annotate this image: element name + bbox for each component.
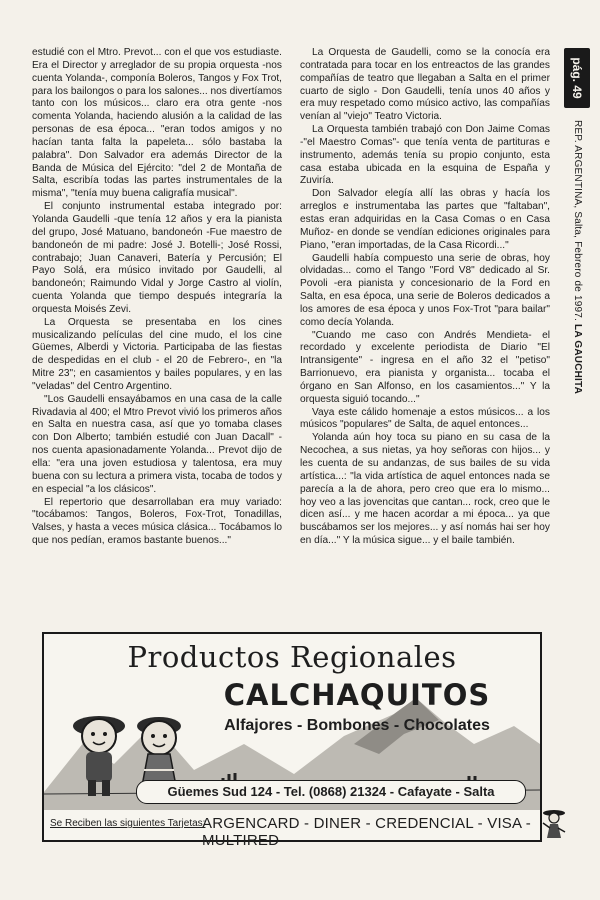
gaucho-mascot-icon [540, 806, 568, 842]
article-paragraph: La Orquesta de Gaudelli, como se la conocía era contratada para tocar en los entreactos de las grandes compañías de teatro que llegaban a Salta en el primer cuarto de siglo - Don Gaudelli, tenía unos 40 años y era muy respetado como músico activo, las compañías venían al "viejo" Teatro Victoria. [300, 47, 550, 123]
article-paragraph: Gaudelli había compuesto una serie de obras, hoy olvidadas... como el Tango "Ford V8" dedicado al Sr. Povoli -era pianista y concesionario de la Ford en Salta, en esa época, una serie de Boleros dedicados a los amores de esa época y unos Fox-Trot "para bailar" como decía Yolanda. [300, 252, 550, 328]
ad-products: Alfajores - Bombones - Chocolates [224, 717, 490, 734]
cards-label: Se Reciben las siguientes Tarjetas: [50, 818, 206, 829]
article-paragraph: estudié con el Mtro. Prevot... con el que vos estudiaste. Era el Director y arreglador de su propia orquesta -nos cuenta Yolanda-, componía Boleros, Tangos y Fox Trot, para los bailongos o para los salones... nos divertíamos tanto con los músicos... claro era otra gente -nos comenta Yolanda, haciendo alusión a la calidad de las personas de esa época... "eran todos amigos y no hacían tanta falta la papeleta... sólo bastaba la palabra". Don Salvador era además Director de la Banda de Música del Ejército: "del 2 de Montaña de Salta, escribía todas las partes instrumentales de la misma", "tenía muy buena caligrafía musical". [32, 47, 282, 200]
dateline: REP. ARGENTINA, Salta, Febrero de 1997. [572, 120, 583, 322]
article-paragraph: "Cuando me caso con Andrés Mendieta- el recordado y excelente periodista de Diario "El Intransigente" - ingresa en el año 32 el "petiso" Barrionuevo, era pianista y organista... tocaba el órgano en San Alfonso, en los casamientos..." Y la orquesta siguió tocando..." [300, 329, 550, 405]
ad-brand-name: CALCHAQUITOS [223, 678, 491, 712]
cards-list: ARGENCARD - DINER - CREDENCIAL - VISA - MULTIRED [202, 815, 531, 849]
article-column-right [300, 47, 550, 548]
article-paragraph: Vaya este cálido homenaje a estos músicos... a los músicos "populares" de Salta, de aquel entonces... [300, 406, 550, 431]
article-paragraph: La Orquesta también trabajó con Don Jaime Comas -"el Maestro Comas"- que tenía venta de partituras e instrumento, además tenía su propio conjunto, esta casa estaba ubicada en la esquina de España y Zuviría. [300, 124, 550, 187]
ad-address: Güemes Sud 124 - Tel. (0868) 21324 - Cafayate - Salta [136, 780, 526, 804]
article-paragraph: La Orquesta se presentaba en los cines musicalizando películas del cine mudo, el los cine Güemes, Alberdi y Victoria. Participaba de las fiestas de despedidas en el club - el 20 de Febrero-, en "la Mitre 23"; en casamientos y bailes populares, y en las "veladas" del Centro Argentino. [32, 316, 282, 392]
article-paragraph: "Los Gaudelli ensayábamos en una casa de la calle Rivadavia al 400; el Mtro Prevot vivió los primeros años en Salta en nuestra casa, así que yo tomaba clases con Don Alberto; también estudié con Juan Dacall" -nos cuenta apasionadamente Yolanda... Prevot dijo de ella: "era una joven estudiosa y talentosa, era muy buena con su lectura a primera vista, tocaba de todos y en especial "a los clásicos". [32, 393, 282, 495]
article-paragraph: Yolanda aún hoy toca su piano en su casa de la Necochea, a sus nietas, ya hoy señoras con hijos... y les cuenta de su andanzas, de sus bailes de su vida artística...: "la vida artística de aquel entonces nada se parecía a la de ahora, pero creo que era lo mismo... hoy veo a las jovencitas que cantan... rock, creo que le dicen así... y me hacen acordar a mi época... ya que buscábamos ser los mejores... y así nomás hai ser hoy en día..." Y la música sigue... y el baile también. [300, 432, 550, 547]
cards-strip [42, 810, 542, 849]
article-paragraph: Don Salvador elegía allí las obras y hacía los arreglos e instrumentaba las partes que "faltaban", estas eran adquiridas en la Casa Comas o en Casa Muñoz- en donde se vendían ediciones originales para Piano, "eran importadas, de la Casa Ricordi..." [300, 188, 550, 251]
article-column-left [32, 47, 282, 548]
article-paragraph: El repertorio que desarrollaban era muy variado: "tocábamos: Tangos, Boleros, Fox-Trot, Tonadillas, Valses, y hasta a veces música clásica... Tocábamos lo que nos pedían, eramos bastante buenos..." [32, 496, 282, 547]
ad-title: Productos Regionales [127, 640, 457, 674]
advertisement [42, 632, 542, 812]
side-header [562, 48, 592, 428]
publication-name: LA GAUCHITA [572, 324, 583, 394]
page-number: pág. 49 [570, 57, 584, 99]
page-number-tab [564, 48, 590, 108]
article-paragraph: El conjunto instrumental estaba integrado por: Yolanda Gaudelli -que tenía 12 años y era la pianista del grupo, José Matuano, bandoneón -Fue maestro de bandoneón de mi padre: José J. Botelli-; José Rossi, contrabajo; Juan Canaveri, Batería y Percusión; El Payo Solá, era músico invitado por Gaudelli, al bandoneón; Raimundo Vidal y Jorge Castro al violín, cuenta Yolanda que tiempo después integraría la orquesta Moisés Zevi. [32, 201, 282, 315]
